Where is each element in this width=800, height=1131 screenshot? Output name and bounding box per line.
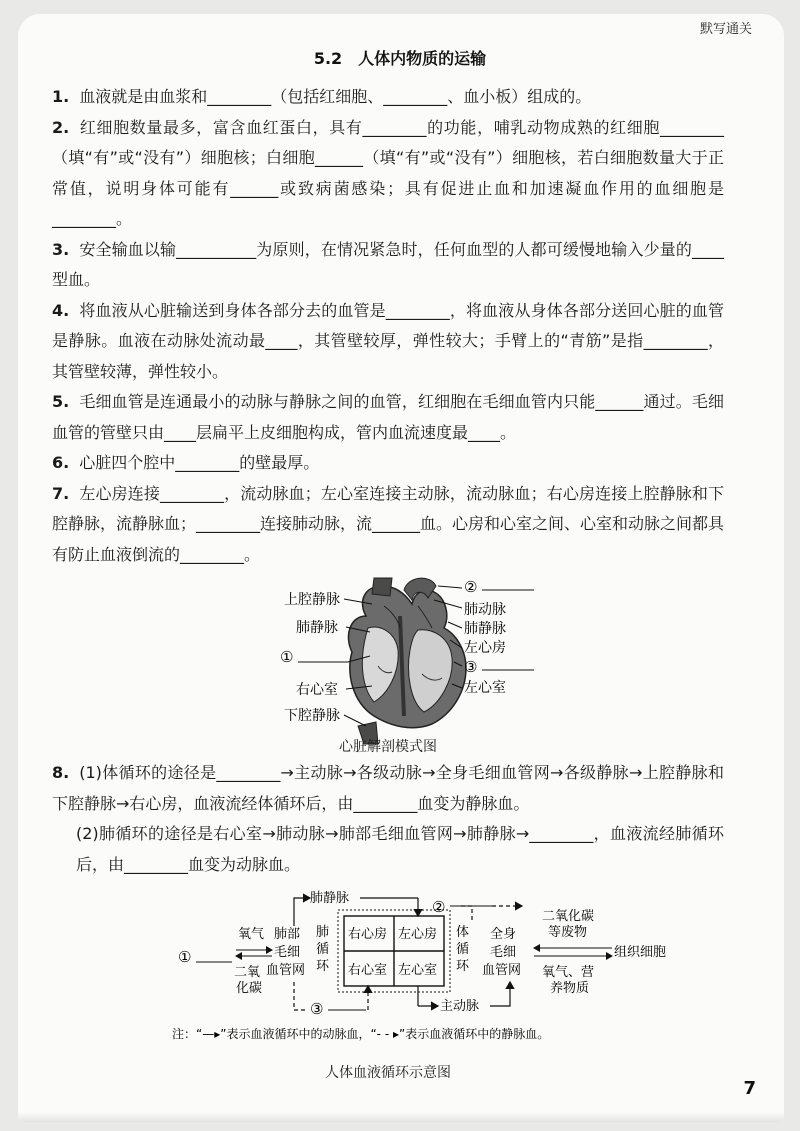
question-number: 2. — [52, 117, 70, 137]
question-number: 8. — [52, 763, 70, 782]
nutrient-2: 养物质 — [550, 981, 590, 996]
pulm-circ-2: 循 — [316, 942, 330, 957]
lung-capillary-2: 毛细 — [274, 945, 301, 960]
heart-figure — [52, 576, 724, 754]
question-text: 血液就是由血浆和________（包括红细胞、________、血小板）组成的。 — [79, 87, 592, 106]
question-3 — [52, 235, 724, 296]
co2-left-1: 二氧 — [234, 965, 261, 980]
question-number: 7. — [52, 483, 70, 503]
mark-1: ① — [178, 948, 192, 966]
co2-right-2: 等废物 — [548, 925, 588, 940]
aorta: 主动脉 — [440, 999, 480, 1014]
mark-3: ③ — [310, 1000, 324, 1018]
question-8-part-2-row — [52, 819, 724, 880]
lung-capillary-1: 肺部 — [274, 927, 301, 942]
heart-figure-caption: 心脏解剖模式图 — [339, 739, 437, 755]
heart-diagram — [52, 576, 724, 754]
circulation-diagram — [52, 886, 724, 1062]
left-ventricle: 左心室 — [398, 963, 438, 978]
tissue-cells: 组织细胞 — [614, 945, 667, 960]
question-1 — [52, 82, 724, 113]
question-text: 红细胞数量最多，富含血红蛋白，具有________的功能，哺乳动物成熟的红细胞________（填“有”或“没有”）细胞核；白细胞______（填“有”或“没有”）细胞核，若白细胞数量大于正常值，说明身体可能有______或致病菌感染；具有促进止血和加速凝血作用的血细胞是________。 — [52, 117, 724, 228]
question-4 — [52, 296, 724, 388]
sys-circ-2: 循 — [456, 942, 470, 957]
page-edge — [18, 1112, 784, 1122]
label-left-pulmonary-vein: 肺静脉 — [296, 620, 338, 636]
question-number: 1. — [52, 87, 70, 106]
question-8 — [52, 758, 724, 819]
question-number: 6. — [52, 453, 70, 472]
question-8-part-1: (1)体循环的途径是________→主动脉→各级动脉→全身毛细血管网→各级静脉→上腔静脉和下腔静脉→右心房，血液流经体循环后，由________血变为静脉血。 — [52, 763, 724, 813]
body-capillary-3: 血管网 — [482, 963, 522, 978]
lung-capillary-3: 血管网 — [266, 963, 306, 978]
label-pulmonary-artery: 肺动脉 — [464, 602, 506, 618]
oxygen-label: 氧气 — [238, 927, 265, 942]
label-inferior-vena-cava: 下腔静脉 — [284, 708, 340, 724]
question-number: 3. — [52, 239, 70, 259]
circulation-figure-caption: 人体血液循环示意图 — [325, 1065, 451, 1081]
sys-circ-1: 体 — [456, 925, 470, 940]
section-title: 5.2 人体内物质的运输 — [313, 49, 487, 68]
question-text: 安全输血以输__________为原则，在情况紧急时，任何血型的人都可缓慢地输入少量的____型血。 — [52, 239, 724, 289]
sys-circ-3: 环 — [456, 959, 470, 974]
question-2 — [52, 113, 724, 235]
body-capillary-1: 全身 — [490, 927, 517, 942]
question-number: 4. — [52, 300, 70, 320]
pulm-circ-1: 肺 — [316, 925, 330, 940]
label-superior-vena-cava: 上腔静脉 — [284, 592, 340, 608]
label-mark-2: ② — [464, 578, 478, 596]
question-text: 左心房连接________，流动脉血；左心室连接主动脉，流动脉血；右心房连接上腔静脉和下腔静脉，流静脉血；________连接肺动脉，流______血。心房和心室之间、心室和动脉之间都具有防止血液倒流的________。 — [52, 483, 725, 564]
label-right-ventricle: 右心室 — [296, 682, 338, 698]
question-6 — [52, 448, 724, 479]
question-8-part-2: (2)肺循环的途径是右心室→肺动脉→肺部毛细血管网→肺静脉→________，血液流经肺循环后，由________血变为动脉血。 — [76, 824, 724, 874]
question-text: 毛细血管是连通最小的动脉与静脉之间的血管，红细胞在毛细血管内只能______通过。毛细血管的管壁只由____层扁平上皮细胞构成，管内血流速度最____。 — [52, 392, 724, 442]
question-text: 心脏四个腔中________的壁最厚。 — [79, 453, 320, 472]
question-list — [52, 82, 724, 1084]
pulm-circ-3: 环 — [316, 959, 330, 974]
co2-left-2: 化碳 — [236, 981, 263, 996]
page-number: 7 — [743, 1078, 756, 1099]
question-7 — [52, 479, 724, 571]
right-ventricle: 右心室 — [348, 963, 388, 978]
question-5 — [52, 387, 724, 448]
nutrient-1: 氧气、营 — [542, 965, 595, 980]
right-atrium: 右心房 — [348, 927, 388, 942]
question-number: 5. — [52, 392, 70, 411]
body-capillary-2: 毛细 — [490, 945, 517, 960]
label-mark-1: ① — [280, 648, 294, 666]
label-left-atrium: 左心房 — [464, 640, 506, 656]
co2-right-1: 二氧化碳 — [542, 909, 595, 924]
question-text: 将血液从心脏输送到身体各部分去的血管是________，将血液从身体各部分送回心脏的血管是静脉。血液在动脉处流动最____，其管壁较厚，弹性较大；手臂上的“青筋”是指________，其管壁较薄，弹性较小。 — [52, 300, 724, 381]
header-tag: 默写通关 — [699, 22, 752, 37]
label-mark-3: ③ — [464, 658, 478, 676]
legend-note: 注：“—▸”表示血液循环中的动脉血，“- - ▸”表示血液循环中的静脉血。 — [172, 1027, 550, 1041]
label-left-ventricle: 左心室 — [464, 680, 506, 696]
mark-2: ② — [432, 898, 446, 916]
left-atrium: 左心房 — [398, 927, 438, 942]
label-right-pulmonary-vein: 肺静脉 — [464, 621, 506, 637]
pulmonary-vein: 肺静脉 — [310, 891, 350, 906]
circulation-figure — [52, 886, 724, 1084]
